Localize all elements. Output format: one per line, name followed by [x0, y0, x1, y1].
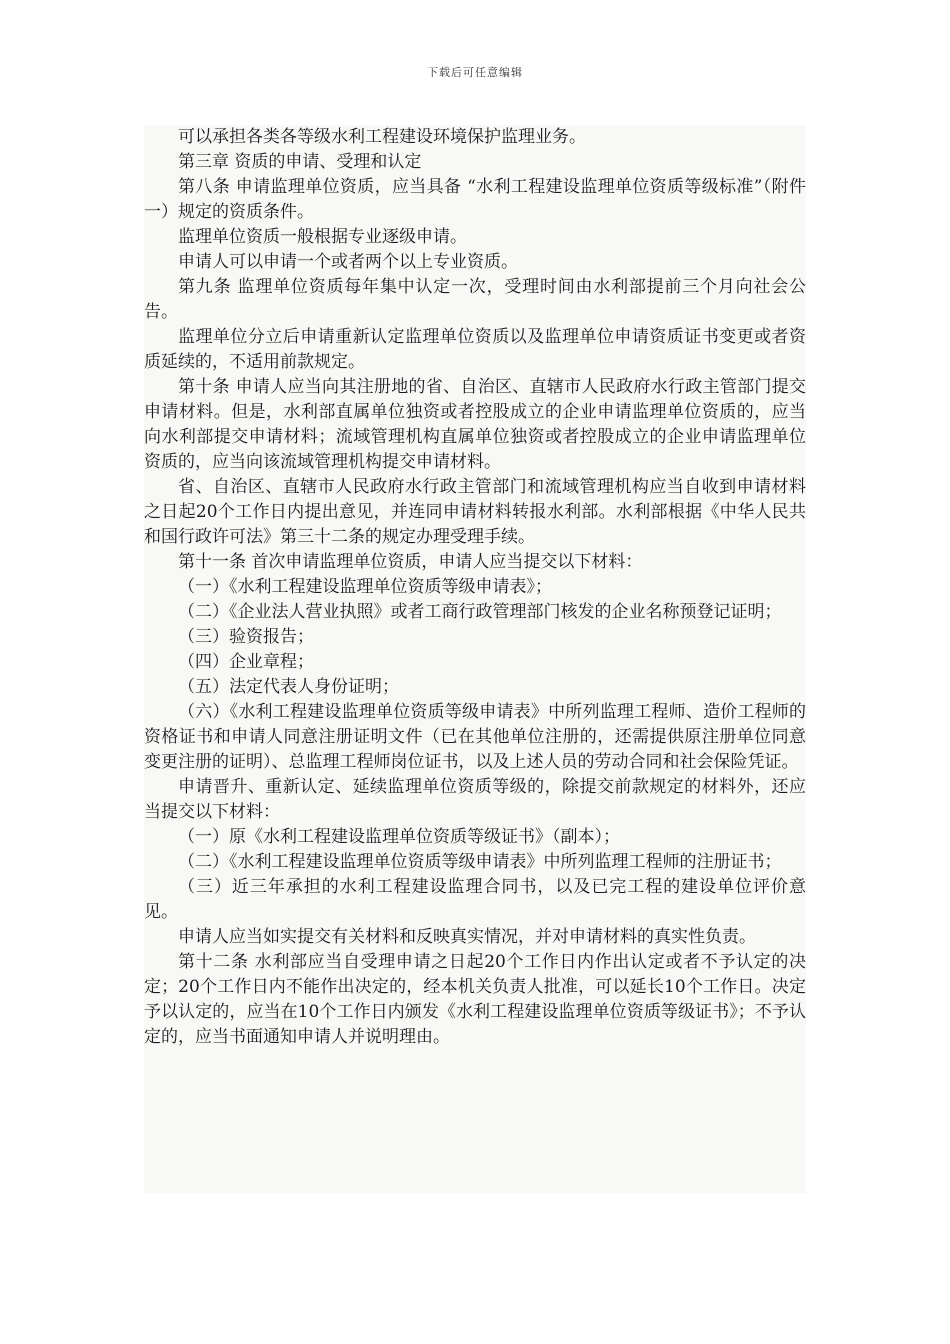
article-8: 第八条 申请监理单位资质，应当具备 “水利工程建设监理单位资质等级标准”（附件一）规定的资质条件。: [144, 177, 806, 222]
paragraph: 监理单位分立后申请重新认定监理单位资质以及监理单位申请资质证书变更或者资质延续的，不适用前款规定。: [144, 327, 806, 372]
list-item: （一）《水利工程建设监理单位资质等级申请表》；: [178, 577, 552, 597]
list-item: （三）近三年承担的水利工程建设监理合同书，以及已完工程的建设单位评价意见。: [144, 877, 806, 922]
list-item: （一）原《水利工程建设监理单位资质等级证书》（副本）；: [178, 827, 620, 847]
article-10: 第十条 申请人应当向其注册地的省、自治区、直辖市人民政府水行政主管部门提交申请材料。但是，水利部直属单位独资或者控股成立的企业申请监理单位资质的，应当向水利部提交申请材料；流域管理机构直属单位独资或者控股成立的企业申请监理单位资质的，应当向该流域管理机构提交申请材料。: [144, 377, 806, 472]
list-item: （二）《企业法人营业执照》或者工商行政管理部门核发的企业名称预登记证明；: [178, 602, 782, 622]
paragraph: 省、自治区、直辖市人民政府水行政主管部门和流域管理机构应当自收到申请材料之日起20个工作日内提出意见，并连同申请材料转报水利部。水利部根据《中华人民共和国行政许可法》第三十二条的规定办理受理手续。: [144, 477, 806, 547]
list-item: （六）《水利工程建设监理单位资质等级申请表》中所列监理工程师、造价工程师的资格证书和申请人同意注册证明文件（已在其他单位注册的，还需提供原注册单位同意变更注册的证明）、总监理工程师岗位证书，以及上述人员的劳动合同和社会保险凭证。: [144, 702, 806, 772]
list-item: （三）验资报告；: [178, 627, 314, 647]
list-item: （五）法定代表人身份证明；: [178, 677, 399, 697]
page-header-note: 下载后可任意编辑: [427, 66, 523, 79]
paragraph: 可以承担各类各等级水利工程建设环境保护监理业务。: [178, 127, 586, 147]
paragraph: 申请晋升、重新认定、延续监理单位资质等级的，除提交前款规定的材料外，还应当提交以下材料：: [144, 777, 806, 822]
article-9: 第九条 监理单位资质每年集中认定一次，受理时间由水利部提前三个月向社会公告。: [144, 277, 806, 322]
list-item: （二）《水利工程建设监理单位资质等级申请表》中所列监理工程师的注册证书；: [178, 852, 782, 872]
paragraph: 申请人应当如实提交有关材料和反映真实情况，并对申请材料的真实性负责。: [178, 927, 756, 947]
document-body: [144, 125, 806, 1193]
article-11: 第十一条 首次申请监理单位资质，申请人应当提交以下材料：: [178, 552, 643, 572]
list-item: （四）企业章程；: [178, 652, 314, 672]
paragraph: 监理单位资质一般根据专业逐级申请。: [178, 227, 467, 247]
article-12: 第十二条 水利部应当自受理申请之日起20个工作日内作出认定或者不予认定的决定；20个工作日内不能作出决定的，经本机关负责人批准，可以延长10个工作日。决定予以认定的，应当在10个工作日内颁发《水利工程建设监理单位资质等级证书》；不予认定的，应当书面通知申请人并说明理由。: [144, 952, 806, 1047]
chapter-heading: 第三章 资质的申请、受理和认定: [178, 152, 422, 172]
paragraph: 申请人可以申请一个或者两个以上专业资质。: [178, 252, 518, 272]
